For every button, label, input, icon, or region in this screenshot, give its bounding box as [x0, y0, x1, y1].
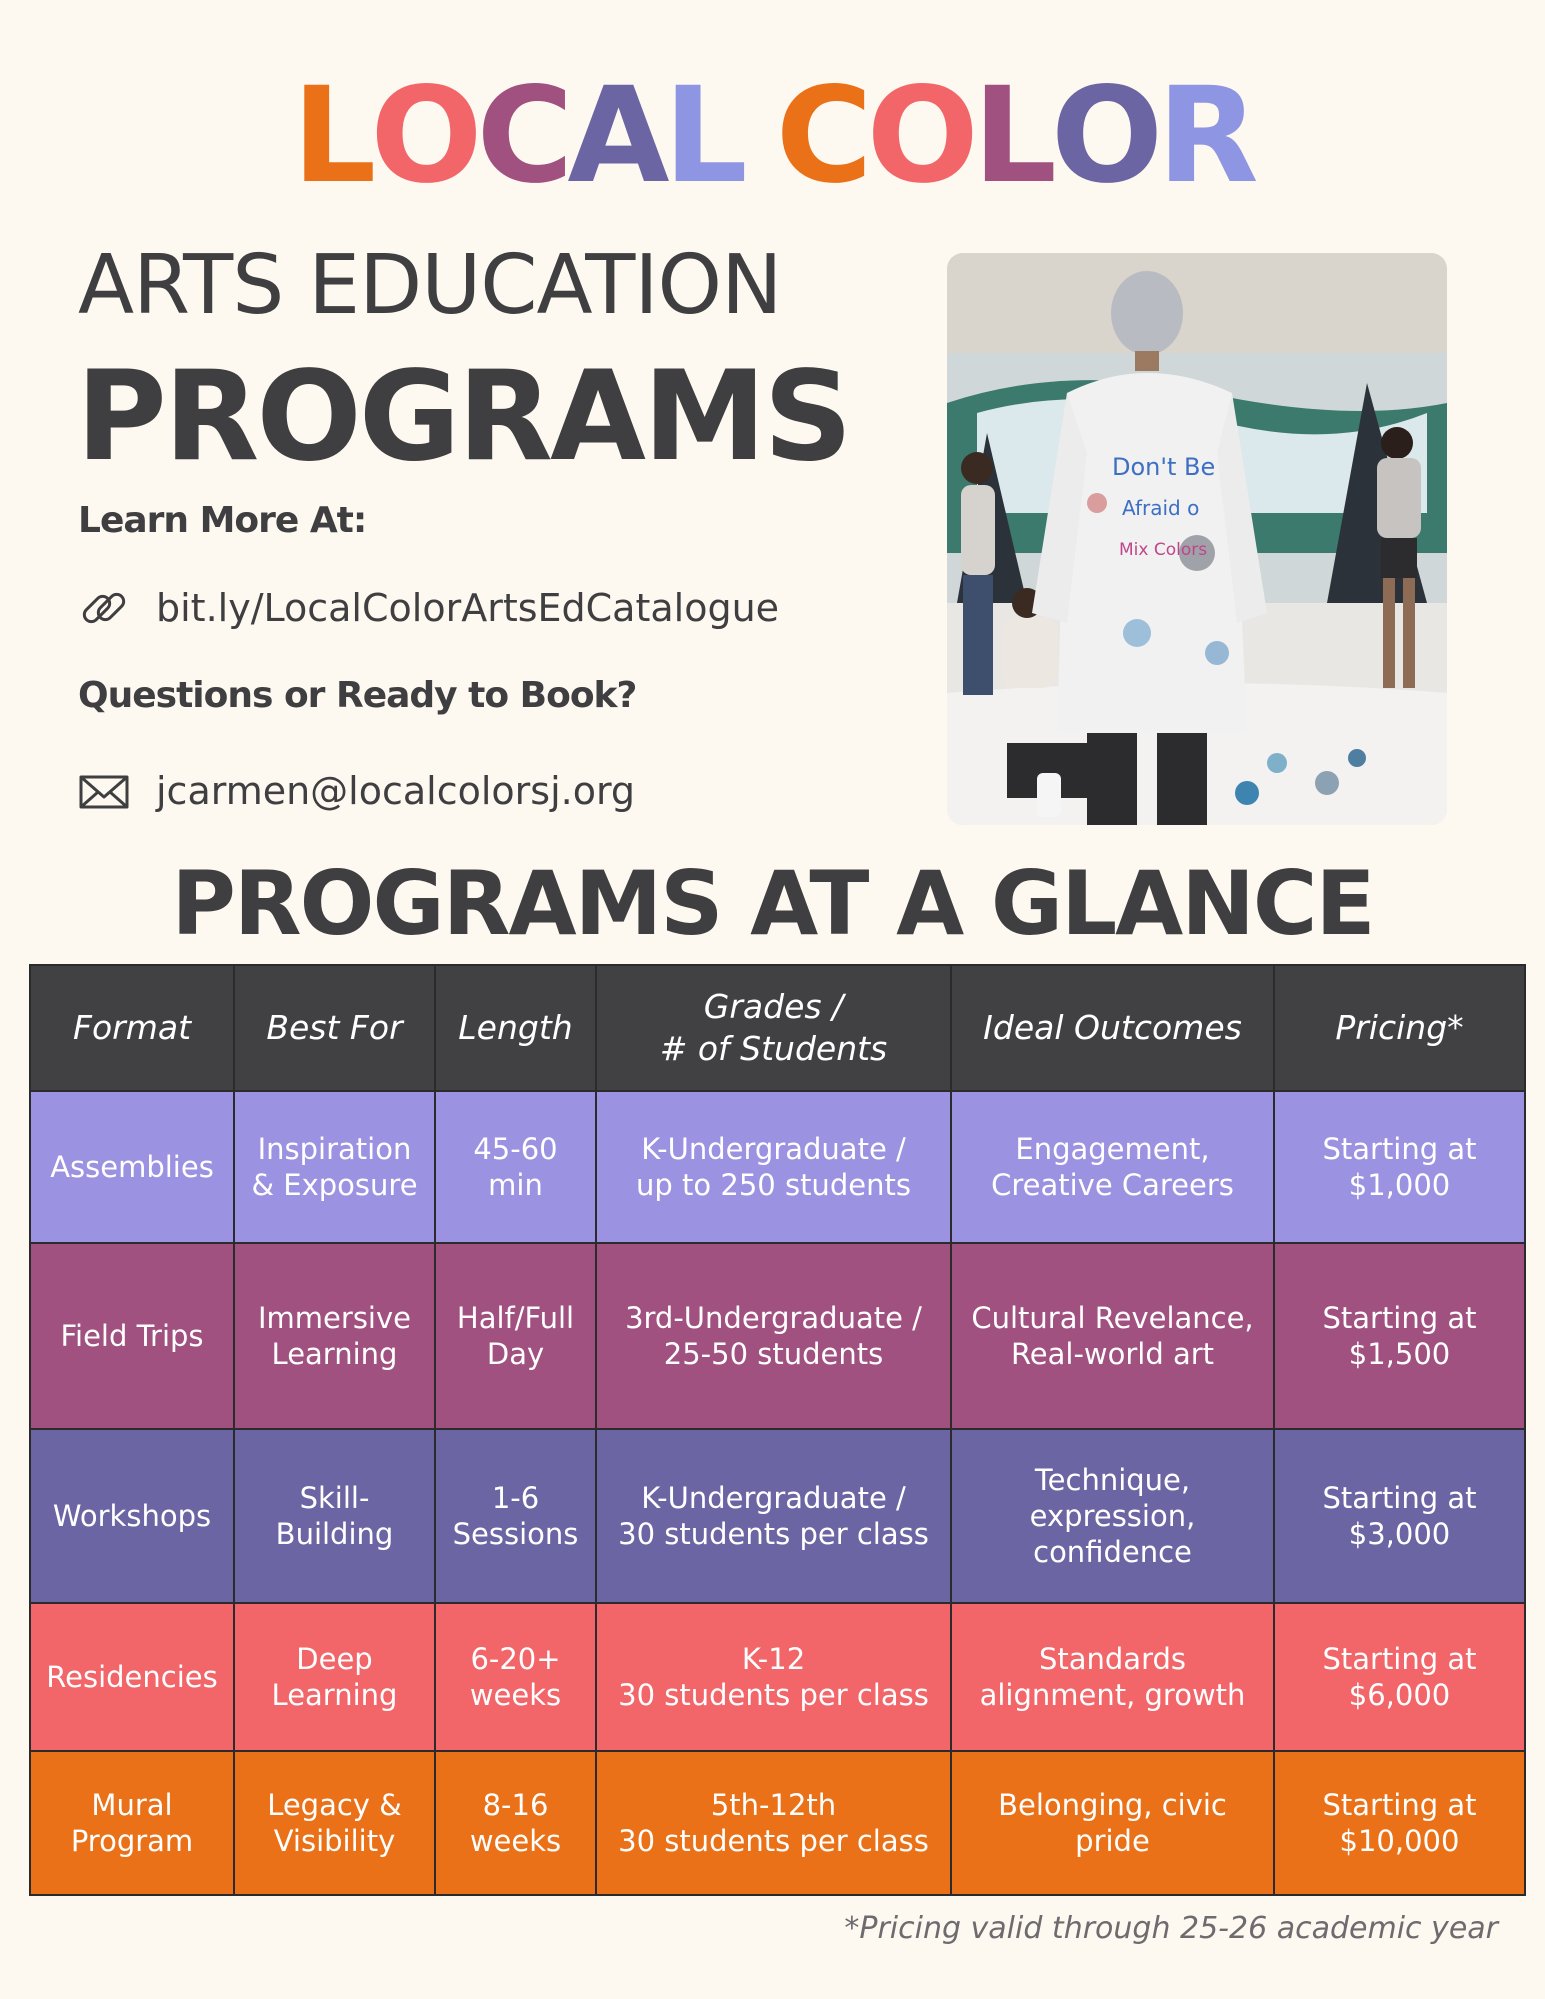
cell-grades	[596, 1603, 951, 1751]
catalogue-link-text[interactable]: bit.ly/LocalColorArtsEdCatalogue	[156, 586, 780, 630]
cell-line: Real-world art	[1010, 1337, 1215, 1371]
cell-line: Inspiration	[257, 1132, 412, 1166]
cell-line: expression,	[1029, 1499, 1196, 1533]
cell-line: Starting at	[1322, 1788, 1477, 1822]
cell-line: 30 students per class	[618, 1824, 929, 1858]
table-row	[30, 1091, 1525, 1243]
cell-grades	[596, 1429, 951, 1603]
cell-line: Half/Full	[456, 1301, 575, 1335]
cell-line: K-Undergraduate /	[641, 1132, 906, 1166]
cell-line: Starting at	[1322, 1642, 1477, 1676]
cell-line: 30 students per class	[618, 1517, 929, 1551]
cell-line: Program	[70, 1824, 194, 1858]
cell-line: 25-50 students	[663, 1337, 884, 1371]
header-grades-line: Grades /	[703, 987, 844, 1026]
table-row	[30, 1429, 1525, 1603]
logo-letter: C	[476, 59, 568, 213]
logo-letter: L	[972, 59, 1051, 213]
cell-line: $1,000	[1348, 1168, 1451, 1202]
logo-letter: L	[292, 59, 371, 213]
page-title: PROGRAMS	[76, 345, 850, 489]
cell-line: Building	[275, 1517, 394, 1551]
cell-line: Workshops	[52, 1499, 212, 1533]
students-painting-mural-photo	[947, 253, 1447, 825]
cell-line: Starting at	[1322, 1301, 1477, 1335]
cell-best-for	[234, 1429, 435, 1603]
cell-line: 30 students per class	[618, 1678, 929, 1712]
cell-length	[435, 1751, 596, 1895]
header-grades-line: # of Students	[659, 1029, 888, 1068]
email-link[interactable]	[78, 765, 635, 817]
header-best-for: Best For	[234, 965, 435, 1091]
cell-line: up to 250 students	[636, 1168, 911, 1202]
table-row	[30, 1243, 1525, 1429]
cell-pricing	[1274, 1751, 1525, 1895]
cell-outcomes	[951, 1429, 1274, 1603]
cell-format	[30, 1091, 234, 1243]
logo-letter: O	[370, 59, 477, 213]
cell-line: Learning	[271, 1337, 398, 1371]
header-length: Length	[435, 965, 596, 1091]
header-format: Format	[30, 965, 234, 1091]
cell-line: Engagement,	[1015, 1132, 1210, 1166]
cell-format	[30, 1751, 234, 1895]
table-row	[30, 1751, 1525, 1895]
cell-line: Deep	[296, 1642, 373, 1676]
cell-line: confidence	[1033, 1535, 1192, 1569]
sweatshirt-text-line: Don't Be	[1112, 453, 1216, 481]
cell-line: K-Undergraduate /	[641, 1481, 906, 1515]
cell-line: Mural	[91, 1788, 173, 1822]
cell-line: Standards	[1038, 1642, 1187, 1676]
logo-letter: O	[1050, 59, 1158, 213]
cell-length	[435, 1091, 596, 1243]
cell-line: 6-20+	[470, 1642, 561, 1676]
envelope-icon	[78, 765, 130, 817]
section-title: PROGRAMS AT A GLANCE	[171, 852, 1374, 955]
cell-line: 45-60	[473, 1132, 558, 1166]
cell-line: $3,000	[1348, 1517, 1451, 1551]
cell-line: 3rd-Undergraduate /	[625, 1301, 922, 1335]
cell-outcomes	[951, 1751, 1274, 1895]
cell-format	[30, 1603, 234, 1751]
cell-pricing	[1274, 1603, 1525, 1751]
sweatshirt-text-line: Afraid o	[1122, 496, 1200, 520]
cell-length	[435, 1603, 596, 1751]
cell-line: 1-6	[491, 1481, 540, 1515]
cell-length	[435, 1429, 596, 1603]
cell-line: weeks	[469, 1678, 562, 1712]
cell-best-for	[234, 1243, 435, 1429]
cell-grades	[596, 1243, 951, 1429]
cell-line: Technique,	[1034, 1463, 1191, 1497]
programs-table	[29, 964, 1526, 1896]
cell-format	[30, 1429, 234, 1603]
cell-line: Legacy &	[267, 1788, 402, 1822]
cell-line: Starting at	[1322, 1481, 1477, 1515]
cell-best-for	[234, 1751, 435, 1895]
header-outcomes: Ideal Outcomes	[951, 965, 1274, 1091]
logo-letter: C	[775, 59, 867, 213]
cell-length	[435, 1243, 596, 1429]
cell-line: Sessions	[452, 1517, 579, 1551]
cell-grades	[596, 1091, 951, 1243]
cell-line: weeks	[469, 1824, 562, 1858]
cell-line: K-12	[741, 1642, 806, 1676]
logo-letter: R	[1157, 59, 1253, 213]
local-color-logo	[0, 59, 1545, 213]
cell-best-for	[234, 1603, 435, 1751]
cell-line: Cultural Revelance,	[971, 1301, 1254, 1335]
cell-best-for	[234, 1091, 435, 1243]
pricing-footnote: *Pricing valid through 25-26 academic year	[844, 1911, 1498, 1946]
cell-line: Assemblies	[50, 1150, 214, 1184]
cell-line: alignment, growth	[979, 1678, 1246, 1712]
cell-line: 8-16	[482, 1788, 549, 1822]
cell-line: Field Trips	[60, 1319, 204, 1353]
cell-line: min	[488, 1168, 543, 1202]
cell-outcomes	[951, 1603, 1274, 1751]
cell-line: pride	[1075, 1824, 1150, 1858]
cell-line: $6,000	[1348, 1678, 1451, 1712]
catalogue-link[interactable]	[78, 582, 779, 634]
cell-outcomes	[951, 1091, 1274, 1243]
cell-line: Immersive	[258, 1301, 411, 1335]
logo-letter: A	[567, 59, 664, 213]
cell-line: 5th-12th	[710, 1788, 837, 1822]
cell-format	[30, 1243, 234, 1429]
cell-outcomes	[951, 1243, 1274, 1429]
cell-line: Residencies	[46, 1660, 218, 1694]
link-icon	[78, 582, 130, 634]
cell-line: & Exposure	[251, 1168, 418, 1202]
cell-line: Day	[486, 1337, 545, 1371]
cell-line: $10,000	[1339, 1824, 1460, 1858]
cell-line: Belonging, civic	[998, 1788, 1227, 1822]
email-text[interactable]: jcarmen@localcolorsj.org	[156, 769, 636, 813]
header-grades	[596, 965, 951, 1091]
cell-pricing	[1274, 1243, 1525, 1429]
questions-label: Questions or Ready to Book?	[78, 675, 637, 716]
cell-line: $1,500	[1348, 1337, 1451, 1371]
cell-line: Visibility	[273, 1824, 396, 1858]
cell-line: Starting at	[1322, 1132, 1477, 1166]
cell-line: Skill-	[299, 1481, 370, 1515]
cell-pricing	[1274, 1429, 1525, 1603]
table-header-row	[30, 965, 1525, 1091]
cell-line: Creative Careers	[991, 1168, 1234, 1202]
table-row	[30, 1603, 1525, 1751]
cell-pricing	[1274, 1091, 1525, 1243]
sweatshirt-text-line: Mix Colors	[1119, 540, 1208, 560]
logo-letter: O	[866, 59, 973, 213]
cell-line: Learning	[271, 1678, 398, 1712]
logo-letter: L	[663, 59, 742, 213]
page-subtitle: ARTS EDUCATION	[78, 238, 782, 333]
learn-more-label: Learn More At:	[78, 500, 367, 541]
header-pricing: Pricing*	[1274, 965, 1525, 1091]
cell-grades	[596, 1751, 951, 1895]
